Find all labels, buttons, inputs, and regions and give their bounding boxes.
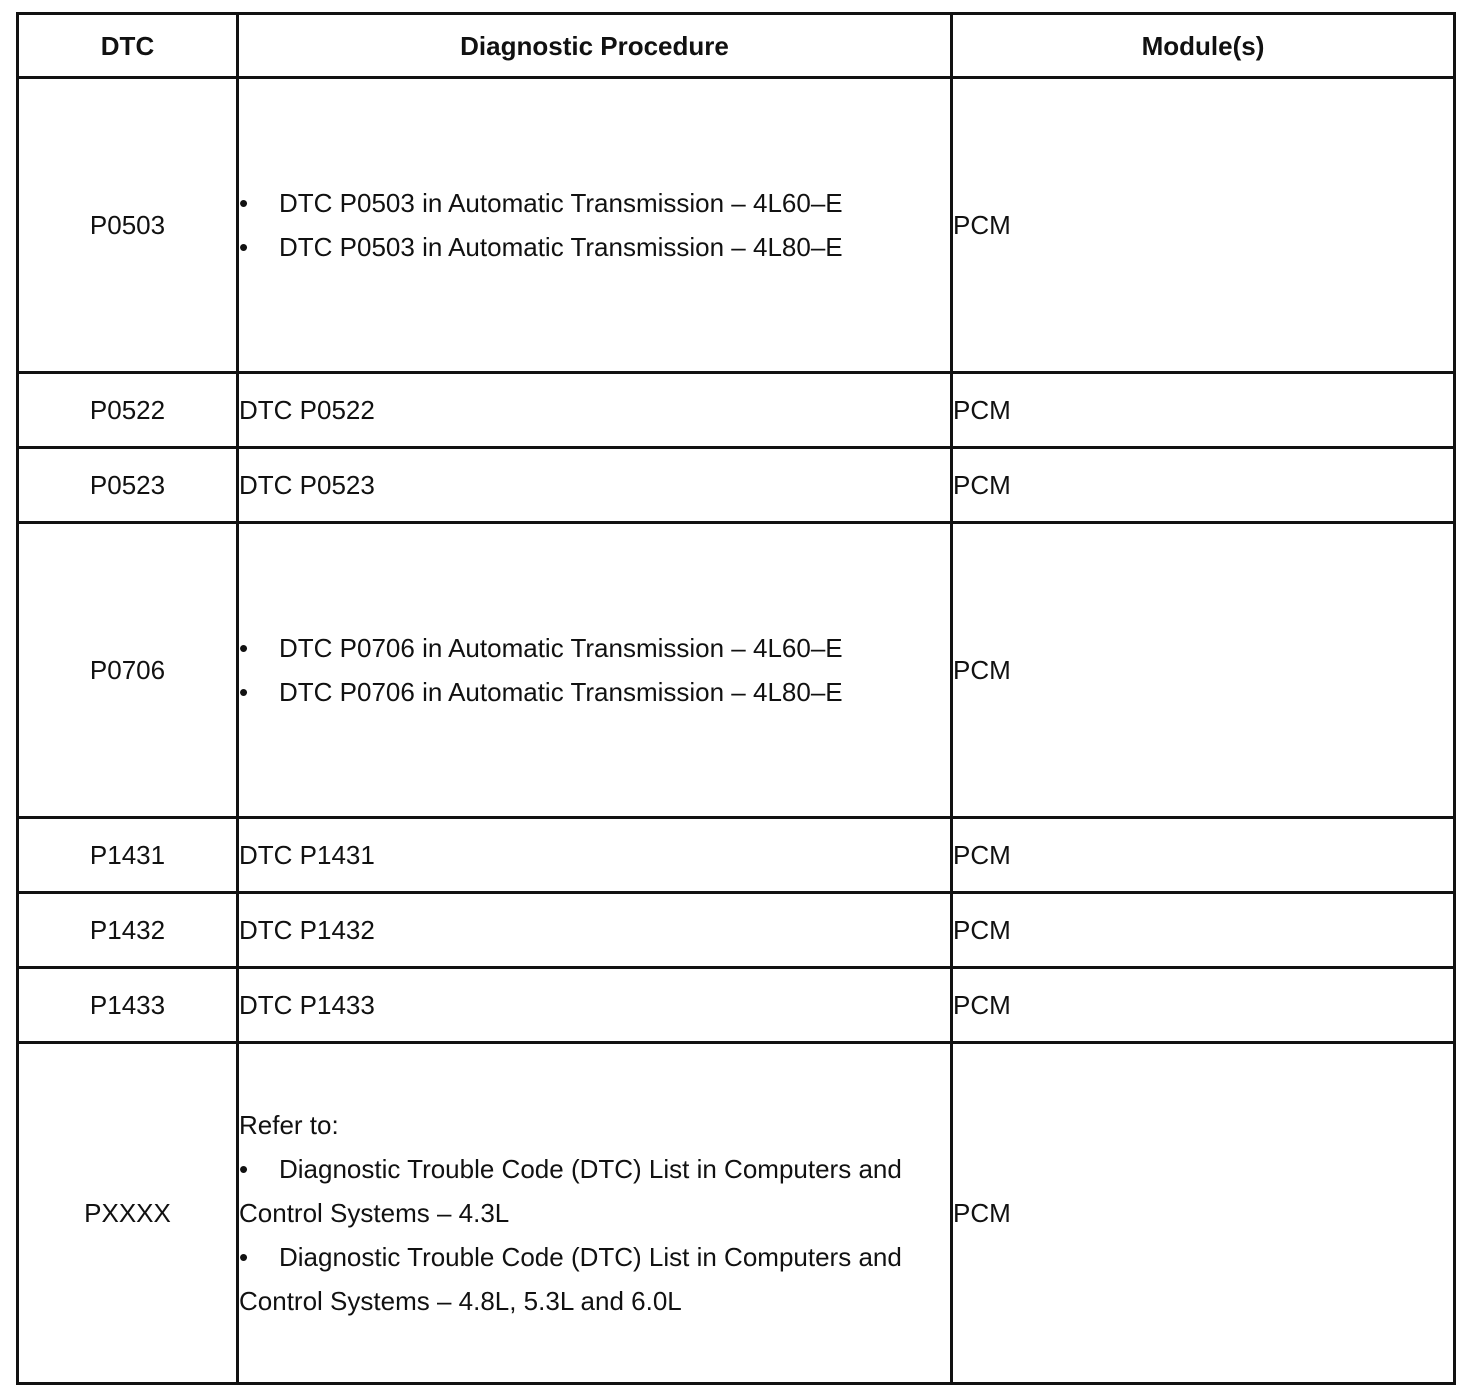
- bullet-icon: •: [239, 1154, 249, 1184]
- table-row: [18, 1043, 1455, 1384]
- procedure-cell: [238, 1043, 952, 1384]
- list-item: [239, 670, 950, 714]
- header-dtc: DTC: [18, 14, 238, 78]
- module-cell: PCM: [952, 448, 1455, 523]
- procedure-link[interactable]: DTC P1433: [238, 968, 952, 1043]
- module-cell: PCM: [952, 968, 1455, 1043]
- list-item: [239, 1235, 950, 1323]
- procedure-cell: [238, 523, 952, 818]
- dtc-code: P0522: [18, 373, 238, 448]
- bullet-icon: •: [239, 1242, 249, 1272]
- procedure-link[interactable]: Diagnostic Trouble Code (DTC) List in Computers and Control Systems – 4.3L: [239, 1154, 902, 1228]
- table-row: [18, 523, 1455, 818]
- bullet-icon: •: [239, 188, 249, 218]
- dtc-code: PXXXX: [18, 1043, 238, 1384]
- procedure-link[interactable]: DTC P0706 in Automatic Transmission – 4L80–E: [279, 677, 843, 707]
- dtc-table: [16, 12, 1456, 1385]
- procedure-link[interactable]: DTC P0522: [238, 373, 952, 448]
- bullet-icon: •: [239, 232, 249, 262]
- bullet-icon: •: [239, 677, 249, 707]
- module-cell: PCM: [952, 523, 1455, 818]
- list-item: [239, 1147, 950, 1235]
- table-row: [18, 893, 1455, 968]
- list-item: [239, 225, 950, 269]
- module-cell: PCM: [952, 893, 1455, 968]
- procedure-link[interactable]: DTC P0523: [238, 448, 952, 523]
- procedure-link[interactable]: DTC P1432: [238, 893, 952, 968]
- module-cell: PCM: [952, 373, 1455, 448]
- module-cell: PCM: [952, 1043, 1455, 1384]
- bullet-icon: •: [239, 633, 249, 663]
- procedure-link[interactable]: DTC P0503 in Automatic Transmission – 4L60–E: [279, 188, 843, 218]
- dtc-code: P0523: [18, 448, 238, 523]
- table-row: [18, 373, 1455, 448]
- dtc-code: P0503: [18, 78, 238, 373]
- module-cell: PCM: [952, 78, 1455, 373]
- dtc-code: P0706: [18, 523, 238, 818]
- procedure-link[interactable]: DTC P1431: [238, 818, 952, 893]
- procedure-link[interactable]: DTC P0706 in Automatic Transmission – 4L60–E: [279, 633, 843, 663]
- table-row: [18, 448, 1455, 523]
- list-item: [239, 181, 950, 225]
- dtc-code: P1432: [18, 893, 238, 968]
- procedure-cell: [238, 78, 952, 373]
- list-item: [239, 626, 950, 670]
- dtc-code: P1433: [18, 968, 238, 1043]
- table-row: [18, 818, 1455, 893]
- procedure-link[interactable]: Diagnostic Trouble Code (DTC) List in Computers and Control Systems – 4.8L, 5.3L and 6.0L: [239, 1242, 902, 1316]
- dtc-code: P1431: [18, 818, 238, 893]
- header-row: [18, 14, 1455, 78]
- header-modules: Module(s): [952, 14, 1455, 78]
- refer-to-label: Refer to:: [239, 1110, 339, 1140]
- module-cell: PCM: [952, 818, 1455, 893]
- table-row: [18, 78, 1455, 373]
- procedure-link[interactable]: DTC P0503 in Automatic Transmission – 4L80–E: [279, 232, 843, 262]
- header-procedure: Diagnostic Procedure: [238, 14, 952, 78]
- table-row: [18, 968, 1455, 1043]
